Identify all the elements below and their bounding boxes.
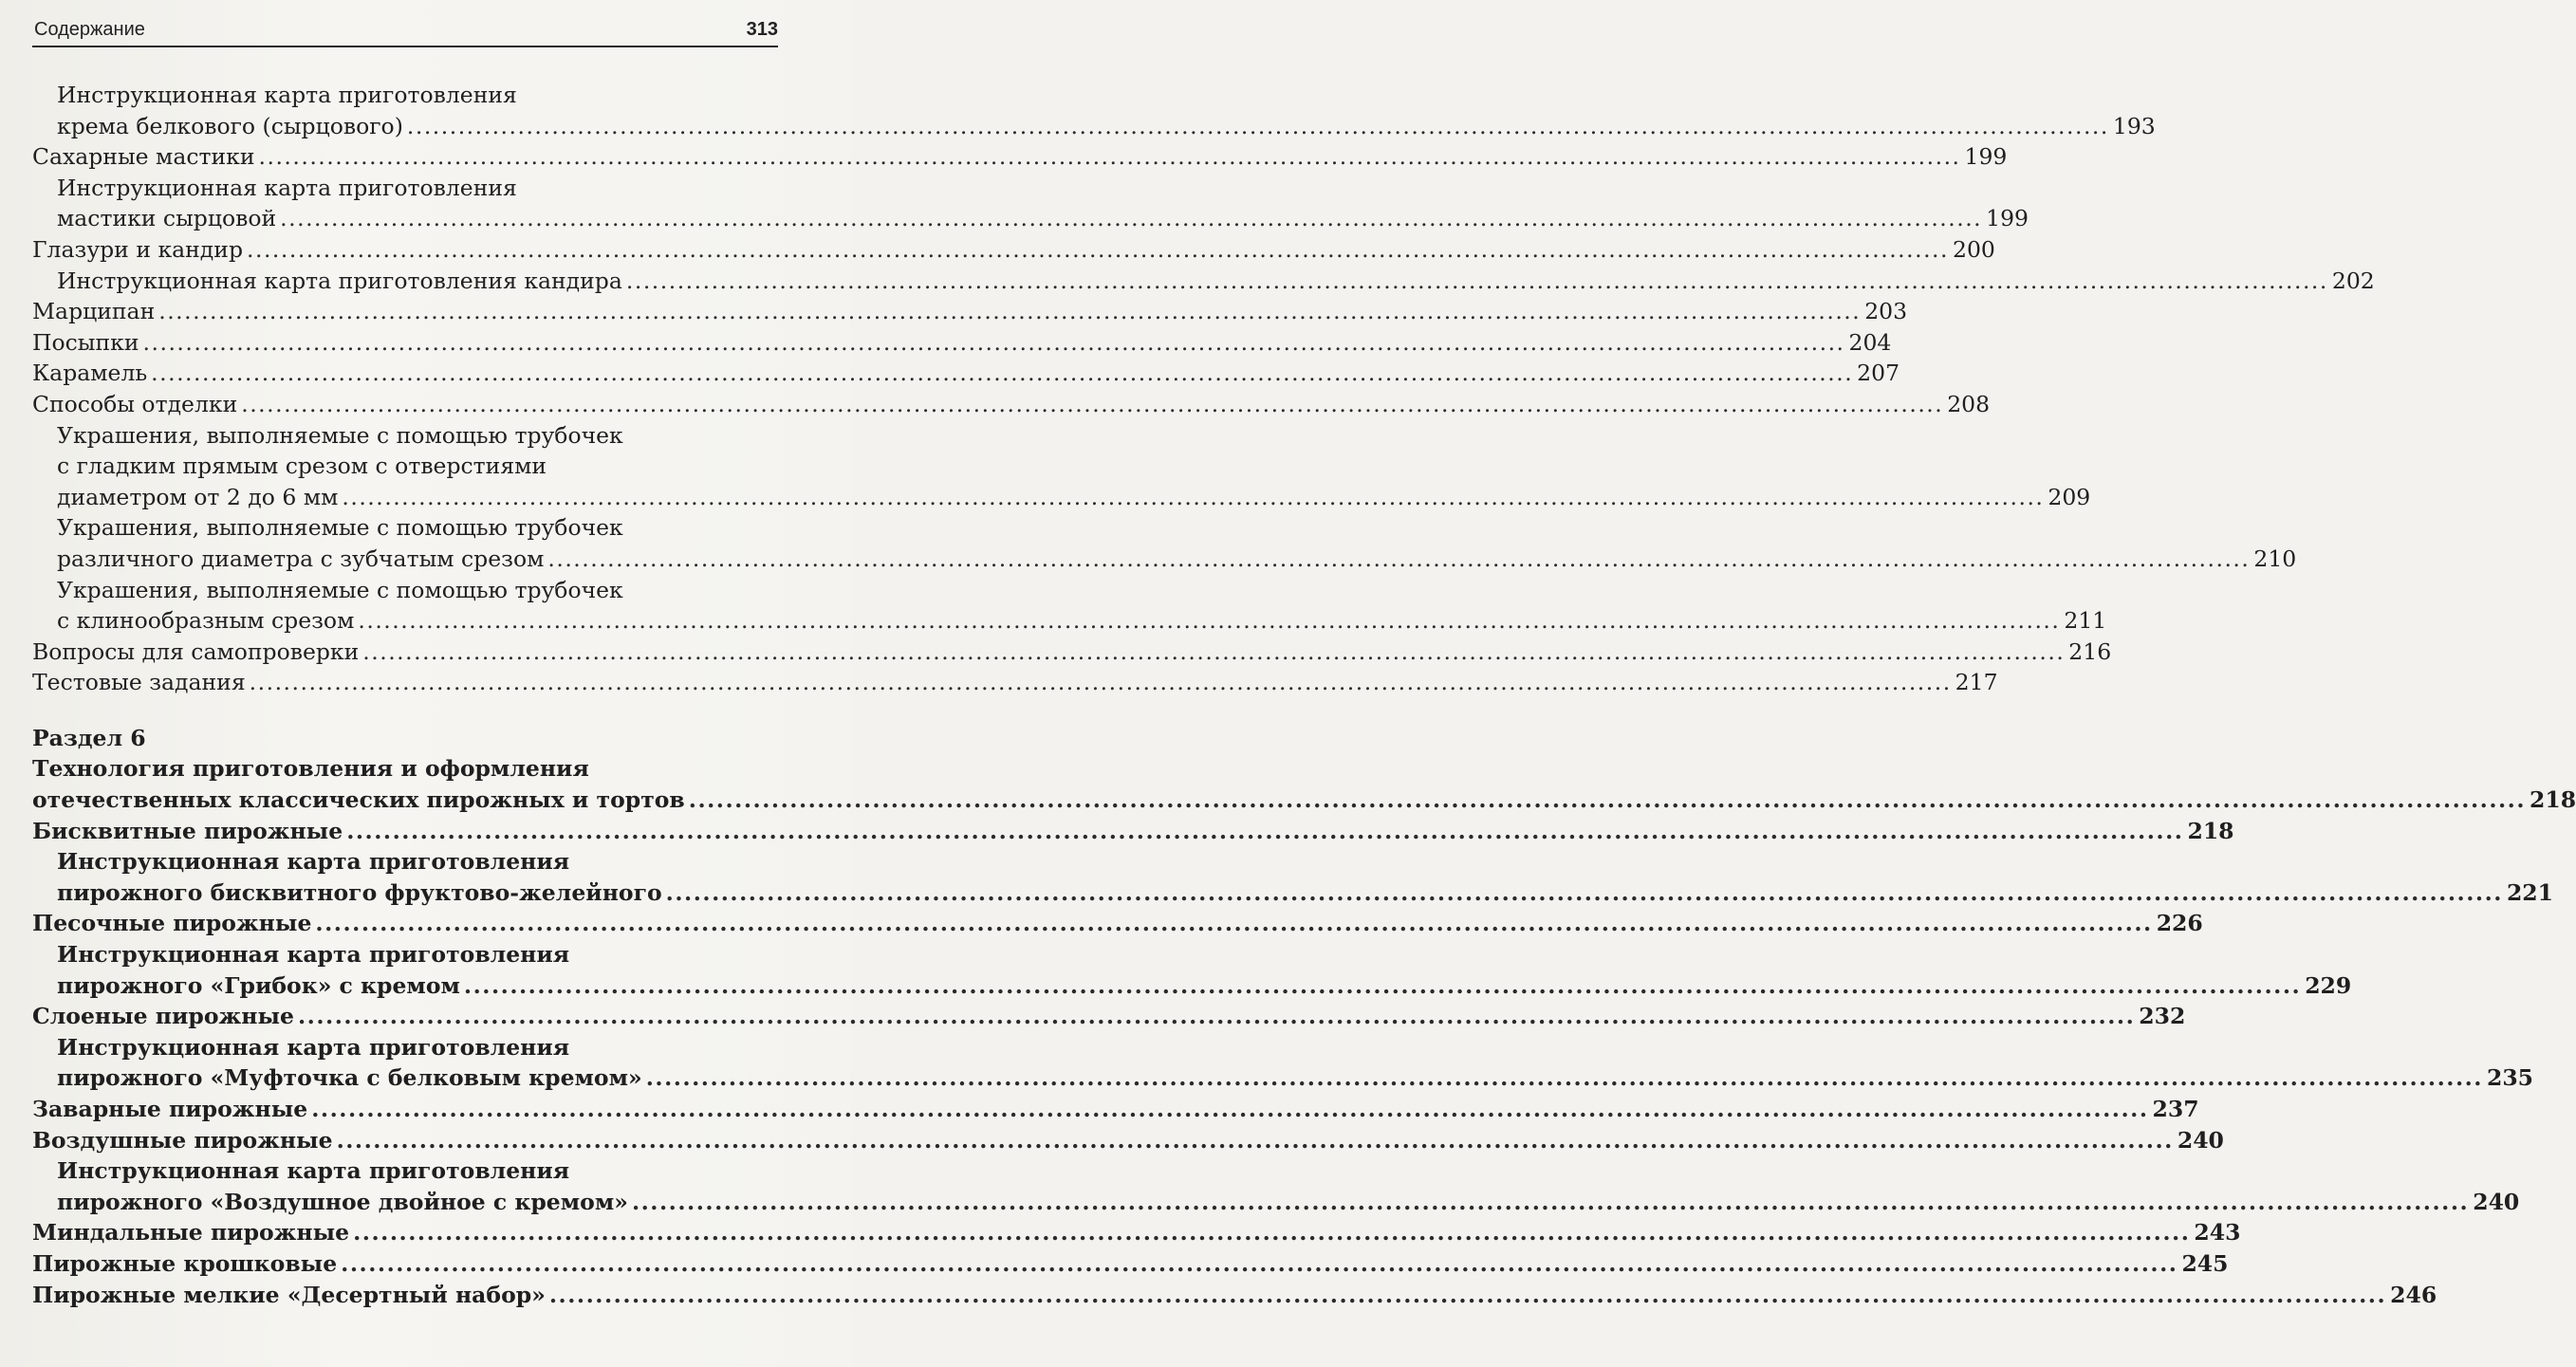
dot-leader: ........................................................................................................................................................................................................ bbox=[341, 1249, 2178, 1277]
toc-entry bbox=[32, 753, 772, 785]
toc-entry bbox=[32, 266, 2375, 297]
toc-entry-title: Тестовые задания bbox=[32, 669, 246, 696]
dot-leader: ........................................................................................................................................................................................................ bbox=[463, 971, 2302, 999]
toc-entry-title: Пирожные мелкие «Десертный набор» bbox=[32, 1281, 546, 1308]
dot-leader: ........................................................................................................................................................................................................ bbox=[151, 360, 1854, 387]
toc-entry-title: Марципан bbox=[32, 298, 156, 325]
toc-entry bbox=[32, 877, 2553, 909]
toc-entry-page: 210 bbox=[2253, 545, 2297, 572]
toc-entry-page: 199 bbox=[1964, 143, 2008, 171]
dot-leader: ........................................................................................................................................................................................................ bbox=[142, 328, 1845, 356]
toc-entry-page: 229 bbox=[2305, 971, 2352, 999]
toc-entry-title: Инструкционная карта приготовления bbox=[57, 1157, 570, 1185]
toc-entry-title: Инструкционная карта приготовления bbox=[57, 848, 570, 876]
toc-entry-title: Технология приготовления и оформления bbox=[32, 755, 589, 783]
toc-entry-page: 209 bbox=[2048, 483, 2091, 510]
toc-entry bbox=[32, 816, 2234, 847]
toc-entry bbox=[32, 939, 772, 970]
toc-entry bbox=[32, 544, 2297, 575]
toc-entry bbox=[32, 1187, 2520, 1218]
toc-entry bbox=[32, 512, 772, 544]
toc-entry-page: 203 bbox=[1864, 298, 1908, 325]
header-title: Содержание bbox=[34, 19, 145, 40]
toc-entry bbox=[32, 970, 2352, 1002]
toc-entry bbox=[32, 451, 772, 482]
toc-entry-title: Воздушные пирожные bbox=[32, 1126, 333, 1154]
toc-entry-page: 204 bbox=[1848, 328, 1892, 356]
toc-entry bbox=[32, 1248, 2229, 1280]
toc-entry-title: Вопросы для самопроверки bbox=[32, 637, 360, 665]
toc-entry-page: 221 bbox=[2506, 878, 2553, 906]
dot-leader: ........................................................................................................................................................................................................ bbox=[353, 1219, 2191, 1247]
toc-entry bbox=[32, 846, 772, 877]
toc-entry-title: Способы отделки bbox=[32, 390, 238, 417]
dot-leader: ........................................................................................................................................................................................................ bbox=[342, 483, 2045, 510]
toc-entry bbox=[32, 908, 2203, 939]
toc-entry bbox=[32, 1280, 2437, 1311]
toc-entry-page: 240 bbox=[2473, 1188, 2520, 1215]
toc-entry bbox=[32, 296, 1908, 327]
toc-entry-title: Украшения, выполняемые с помощью трубочек bbox=[57, 576, 623, 603]
toc-entry-title: Украшения, выполняемые с помощью трубочек bbox=[57, 421, 623, 449]
toc-entry-title: Посыпки bbox=[32, 328, 139, 356]
toc-entry-title: с клинообразным срезом bbox=[57, 607, 355, 635]
toc-entry-title: крема белкового (сырцового) bbox=[57, 112, 403, 139]
toc-entry-title: Пирожные крошковые bbox=[32, 1249, 338, 1277]
toc-entry-title: пирожного «Воздушное двойное с кремом» bbox=[57, 1188, 628, 1215]
toc-entry-page: 237 bbox=[2152, 1096, 2199, 1122]
toc-entry-title: Глазури и кандир bbox=[32, 235, 243, 263]
toc-entry-title: Миндальные пирожные bbox=[32, 1219, 350, 1247]
dot-leader: ........................................................................................................................................................................................................ bbox=[346, 817, 2184, 844]
toc-entry bbox=[32, 1155, 772, 1187]
toc-entry-title: с гладким прямым срезом с отверстиями bbox=[57, 453, 547, 480]
dot-leader: ........................................................................................................................................................................................................ bbox=[362, 637, 2066, 665]
toc-entry bbox=[32, 1217, 2241, 1248]
toc-entry bbox=[32, 173, 772, 204]
toc-entry bbox=[32, 637, 2112, 668]
dot-leader: ........................................................................................................................................................................................................ bbox=[311, 1096, 2149, 1122]
dot-leader: ........................................................................................................................................................................................................ bbox=[406, 112, 2109, 139]
toc-entry-title: диаметром от 2 до 6 мм bbox=[57, 483, 339, 510]
toc-entry-title: Инструкционная карта приготовления bbox=[57, 1033, 570, 1061]
toc-entry-page: 226 bbox=[2156, 910, 2203, 937]
toc-entry-page: 232 bbox=[2139, 1003, 2186, 1030]
toc-entry-title: Слоеные пирожные bbox=[32, 1003, 294, 1030]
toc-entry-page: 211 bbox=[2064, 607, 2107, 635]
toc-entry bbox=[32, 358, 1900, 389]
dot-leader: ........................................................................................................................................................................................................ bbox=[548, 1281, 2387, 1308]
toc-entry-title: Карамель bbox=[32, 360, 148, 387]
toc-entry-title: Украшения, выполняемые с помощью трубочек bbox=[57, 514, 623, 542]
toc-entry-page: 243 bbox=[2194, 1219, 2241, 1247]
toc-entry-title: мастики сырцовой bbox=[57, 205, 277, 232]
toc-entry-title: пирожного бисквитного фруктово-желейного bbox=[57, 878, 662, 906]
toc-entry bbox=[32, 1094, 2199, 1125]
dot-leader: ........................................................................................................................................................................................................ bbox=[280, 205, 1983, 232]
dot-leader: ........................................................................................................................................................................................................ bbox=[358, 607, 2061, 635]
dot-leader: ........................................................................................................................................................................................................ bbox=[249, 669, 1952, 696]
toc-entry bbox=[32, 141, 2008, 173]
toc-entry-page: 207 bbox=[1857, 360, 1900, 387]
toc-entries-section5 bbox=[32, 80, 2375, 698]
toc-entry-title: отечественных классических пирожных и тортов bbox=[32, 786, 685, 814]
dot-leader: ........................................................................................................................................................................................................ bbox=[258, 143, 1961, 171]
dot-leader: ........................................................................................................................................................................................................ bbox=[625, 267, 2328, 294]
page-number: 313 bbox=[746, 19, 778, 40]
toc-entry bbox=[32, 482, 2091, 513]
running-header bbox=[32, 17, 778, 47]
toc-entry-page: 200 bbox=[1953, 235, 1995, 263]
toc-entry-page: 202 bbox=[2331, 267, 2375, 294]
toc-entry-title: пирожного «Муфточка с белковым кремом» bbox=[57, 1064, 642, 1092]
toc-entry bbox=[32, 1125, 2224, 1156]
toc-entry-title: Бисквитные пирожные bbox=[32, 817, 343, 844]
toc-entry-page: 193 bbox=[2112, 112, 2156, 139]
dot-leader: ........................................................................................................................................................................................................ bbox=[645, 1064, 2483, 1092]
toc-entry-page: 235 bbox=[2486, 1064, 2534, 1092]
toc-entry-page: 208 bbox=[1947, 390, 1991, 417]
toc-entry-title: Инструкционная карта приготовления bbox=[57, 82, 517, 108]
dot-leader: ........................................................................................................................................................................................................ bbox=[297, 1003, 2136, 1030]
toc-entry-page: 199 bbox=[1986, 205, 2029, 232]
toc-entry bbox=[32, 111, 2156, 142]
toc-entry-title: Песочные пирожные bbox=[32, 910, 312, 937]
dot-leader: ........................................................................................................................................................................................................ bbox=[241, 390, 1944, 417]
toc-entry-title: Заварные пирожные bbox=[32, 1096, 308, 1122]
toc-entry-page: 245 bbox=[2181, 1249, 2229, 1277]
section-heading: Раздел 6 bbox=[32, 724, 146, 751]
dot-leader: ........................................................................................................................................................................................................ bbox=[315, 910, 2153, 937]
dot-leader: ........................................................................................................................................................................................................ bbox=[665, 878, 2503, 906]
toc-entry bbox=[32, 389, 1991, 420]
toc-entry bbox=[32, 605, 2107, 637]
toc-entry bbox=[32, 1001, 2186, 1032]
toc-entry bbox=[32, 80, 772, 111]
toc-entry-page: 216 bbox=[2068, 637, 2112, 665]
dot-leader: ........................................................................................................................................................................................................ bbox=[336, 1126, 2174, 1154]
dot-leader: ........................................................................................................................................................................................................ bbox=[158, 298, 1862, 325]
toc-entry bbox=[32, 575, 772, 606]
toc-entry bbox=[32, 1062, 2534, 1094]
toc-entry bbox=[32, 785, 2576, 816]
toc-entry bbox=[32, 327, 1892, 359]
toc-entries-section6 bbox=[32, 753, 2576, 1310]
dot-leader: ........................................................................................................................................................................................................ bbox=[688, 786, 2527, 814]
toc-entry bbox=[32, 667, 1998, 698]
dot-leader: ........................................................................................................................................................................................................ bbox=[547, 545, 2251, 572]
toc-entry-page: 246 bbox=[2390, 1281, 2437, 1308]
dot-leader: ........................................................................................................................................................................................................ bbox=[247, 235, 1949, 263]
toc-entry-title: Сахарные мастики bbox=[32, 143, 255, 171]
toc-entry bbox=[32, 1032, 772, 1063]
toc-entry-page: 240 bbox=[2177, 1126, 2224, 1154]
toc-entry-page: 217 bbox=[1955, 669, 1998, 696]
toc-entry-title: Инструкционная карта приготовления bbox=[57, 941, 570, 969]
toc-entry-title: Инструкционная карта приготовления кандира bbox=[57, 267, 622, 294]
toc-entry-page: 218 bbox=[2187, 817, 2234, 844]
dot-leader: ........................................................................................................................................................................................................ bbox=[631, 1188, 2470, 1215]
table-of-contents bbox=[32, 80, 2576, 1310]
toc-entry bbox=[32, 203, 2029, 234]
toc-entry-title: Инструкционная карта приготовления bbox=[57, 174, 517, 201]
toc-entry-page: 218 bbox=[2530, 786, 2576, 814]
toc-entry-title: пирожного «Грибок» с кремом bbox=[57, 971, 460, 999]
toc-entry bbox=[32, 420, 772, 452]
toc-entry-title: различного диаметра с зубчатым срезом bbox=[57, 545, 545, 572]
toc-entry bbox=[32, 234, 1995, 266]
